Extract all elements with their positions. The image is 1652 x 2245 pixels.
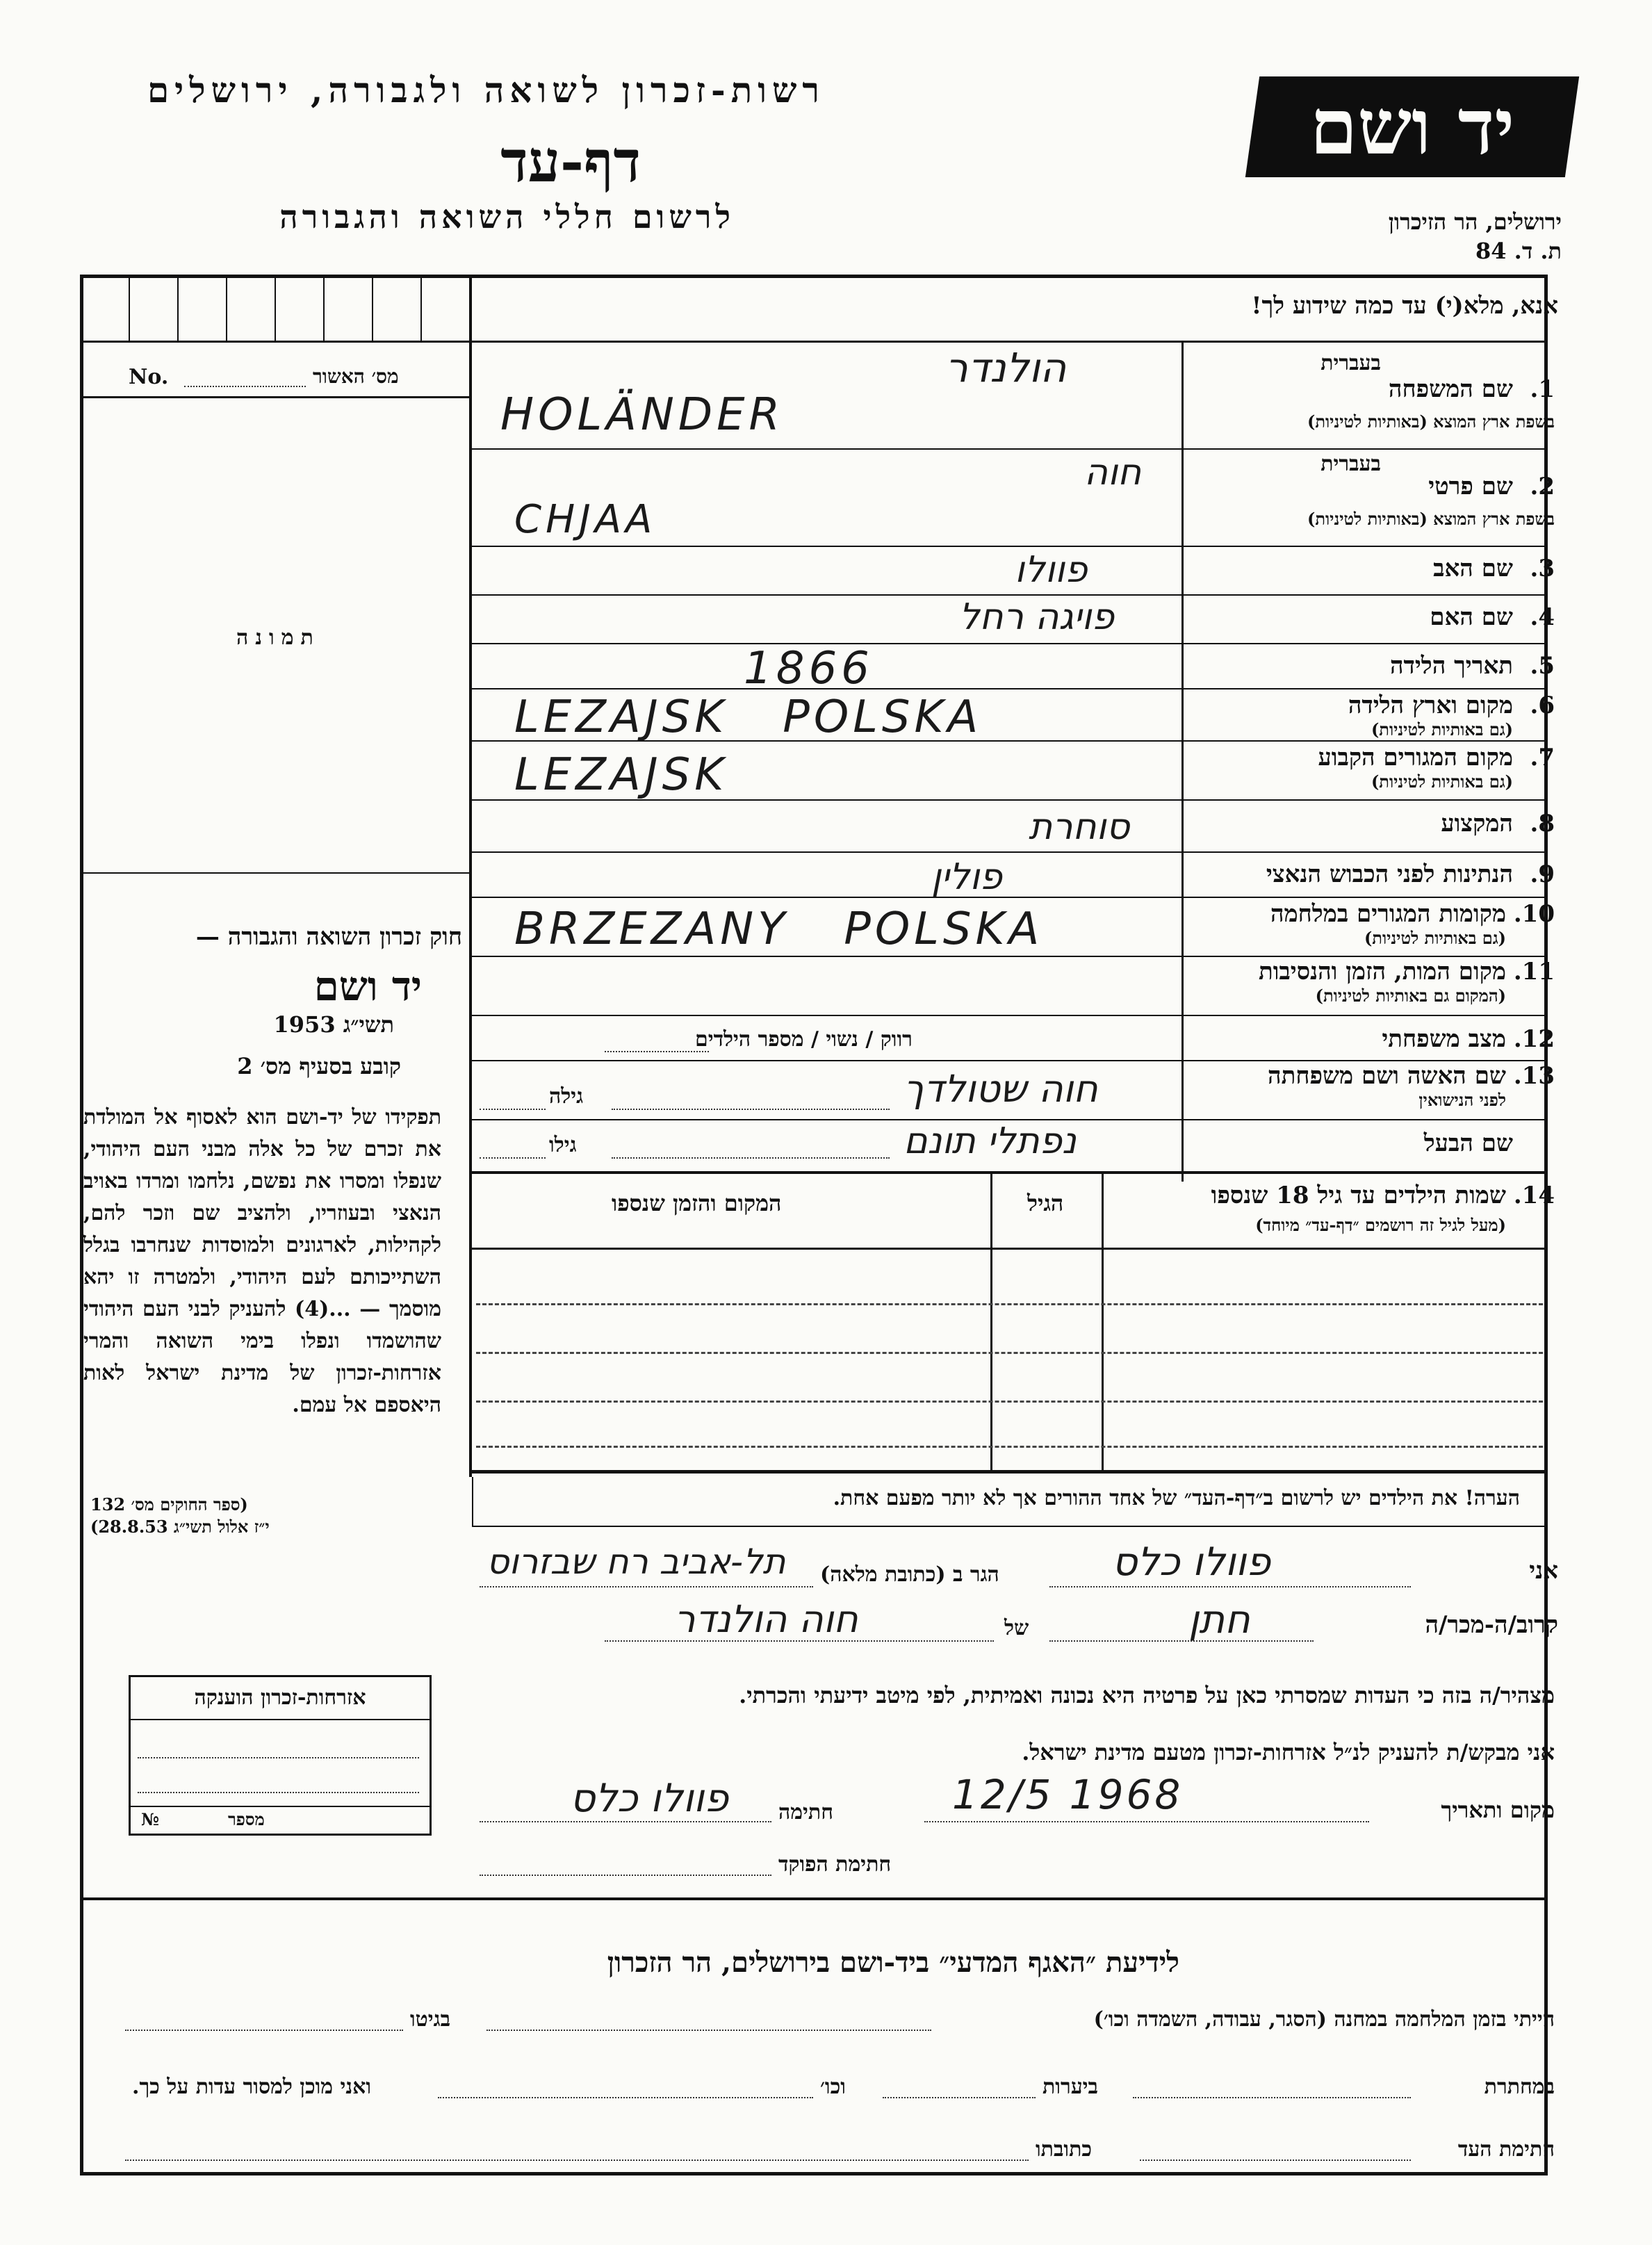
field-11-label: מקום המות, הזמן והנסיבות (1258, 958, 1506, 986)
field-12-label: מצב משפחתי (1382, 1025, 1506, 1053)
law-clause: קובע בסעיף מס׳ 2 (237, 1053, 401, 1079)
field-13-sub: לפני הנישואין (1418, 1090, 1506, 1110)
field-2-label: שם פרטי (1428, 473, 1513, 500)
relation-value[interactable]: חתן (1188, 1597, 1250, 1642)
footer-address: כתובתו (1036, 2137, 1093, 2162)
photo-label: תמונה (236, 626, 320, 650)
field-2-hebrew-tag: בעברית (1320, 452, 1381, 476)
field-14-sub: (מעל לגיל זה רושמים ״דף-עד״ מיוחד) (1255, 1215, 1506, 1235)
children-row[interactable] (476, 1352, 1543, 1354)
field-11-number: 11. (1513, 958, 1555, 986)
footer-witness-signature-field[interactable] (1140, 2160, 1411, 2161)
children-row[interactable] (476, 1401, 1543, 1403)
field-7-label: מקום המגורים הקבוע (1318, 744, 1513, 772)
field-3-number: 3. (1530, 555, 1555, 582)
place-date-label: מקום ותאריך (1441, 1797, 1555, 1823)
field-13-number: 13. (1513, 1062, 1555, 1090)
of-label: של (1004, 1616, 1029, 1640)
field-2-latin-value[interactable]: CHJAA (514, 497, 657, 542)
field-1-hebrew-tag: בעברית (1320, 351, 1381, 375)
address-line-2: ת. ד. 84 (1475, 238, 1562, 264)
signature-label: חתימה (778, 1800, 833, 1824)
approval-no-field[interactable] (184, 386, 306, 387)
declarant-resides-label: הגר ב (כתובת מלאה) (820, 1562, 999, 1587)
officer-signature-field[interactable] (480, 1875, 771, 1876)
field-9-label: הנתינות לפני הכבוש הנאצי (1266, 860, 1513, 888)
declaration-text: מצהיר/ה בזה כי העדות שמסרתי כאן על פרטיה היא נכונה ואמיתית, לפי מיטב ידיעתי והכרתי. (739, 1682, 1555, 1708)
field-1-hebrew-value[interactable]: הולנדר (945, 344, 1067, 391)
field-14-label: שמות הילדים עד גיל 18 שנספו (1211, 1182, 1506, 1209)
field-12-number: 12. (1513, 1025, 1555, 1053)
signature-value[interactable]: פוולו כלס (570, 1776, 729, 1821)
field-1-number: 1. (1530, 375, 1555, 403)
form-title: דף-עד (500, 129, 641, 195)
instruction: אנא, מלא(י) עד כמה שידוע לך! (1251, 292, 1558, 320)
date-value[interactable]: 12/5 1968 (952, 1771, 1184, 1818)
footer-address-field[interactable] (125, 2160, 1029, 2161)
field-6-value[interactable]: LEZAJSK POLSKA (514, 692, 983, 743)
law-ref-1: (ספר החוקים מס׳ 132 (90, 1494, 248, 1515)
husband-age-field[interactable] (480, 1157, 546, 1159)
law-title: חוק זכרון השואה והגבורה — (195, 923, 462, 951)
children-row[interactable] (476, 1446, 1543, 1448)
field-7-sub: (גם באותיות לטיניות) (1371, 772, 1513, 792)
husband-age-label: גילו (549, 1133, 577, 1157)
field-5-value[interactable]: 1866 (744, 643, 874, 694)
form-subtitle: לרשום חללי השואה והגבורה (279, 198, 735, 236)
footer-ready: ואני מוכן למסור עדות על כך. (132, 2075, 372, 2099)
field-9-value[interactable]: פולין (931, 856, 1002, 898)
field-1-label: שם המשפחה (1388, 375, 1513, 403)
husband-label: שם הבעל (1423, 1129, 1513, 1157)
footer-ghetto-field[interactable] (125, 2030, 403, 2031)
children-col-age: הגיל (1027, 1190, 1064, 1216)
footer-witness-signature: חתימת העד (1457, 2137, 1555, 2162)
field-8-number: 8. (1530, 810, 1555, 838)
law-name: יד ושם (313, 963, 422, 1010)
honor-box (129, 1675, 432, 1836)
field-1-sub: בשפת ארץ המוצא (באותיות לטיניות) (1307, 411, 1555, 432)
field-13-value[interactable]: חוה שטולדך (903, 1067, 1098, 1111)
field-6-label: מקום וארץ הלידה (1348, 692, 1513, 719)
declarant-ani: אני (1529, 1557, 1558, 1585)
field-2-hebrew-value[interactable]: חוה (1084, 452, 1142, 493)
approval-heb-label: מס׳ האשור (313, 365, 399, 388)
officer-signature-label: חתימת הפוקד (778, 1852, 892, 1877)
declarant-address-value[interactable]: תל-אביב רח שבזרוס (486, 1542, 786, 1582)
field-8-label: המקצוע (1441, 810, 1513, 838)
field-2-number: 2. (1530, 473, 1555, 500)
approval-no-label: No. (129, 365, 169, 389)
field-10-value[interactable]: BRZEZANY POLSKA (514, 904, 1044, 955)
field-5-number: 5. (1530, 652, 1555, 680)
footer-forests-field[interactable] (883, 2097, 1036, 2098)
field-12-options[interactable]: רווק / נשוי / מספר הילדים (695, 1027, 913, 1052)
footer-ghetto: בגיטו (410, 2007, 451, 2032)
field-1-latin-value[interactable]: HOLÄNDER (500, 389, 784, 441)
footer-line-1: הייתי בזמן המלחמה במחנה (הסגר, עבודה, השמדה וכו׳) (1093, 2007, 1555, 2032)
field-4-label: שם האם (1430, 603, 1513, 631)
children-col-place: המקום והזמן שנספו (612, 1190, 782, 1216)
field-14-number: 14. (1513, 1182, 1555, 1209)
footer-underground: במחתרת (1484, 2075, 1555, 2099)
field-4-number: 4. (1530, 603, 1555, 631)
honor-box-title: אזרחות-זכרון הוענקה (194, 1685, 366, 1710)
field-3-label: שם האב (1433, 555, 1513, 582)
field-5-label: תאריך הלידה (1389, 652, 1513, 680)
declarant-name-value[interactable]: פוולו כלס (1112, 1540, 1271, 1585)
field-2-sub: בשפת ארץ המוצא (באותיות לטיניות) (1307, 509, 1555, 529)
footer-underground-field[interactable] (1133, 2097, 1411, 2098)
husband-value[interactable]: נפתלי תונם (903, 1120, 1077, 1162)
honor-box-number-label: מספר (228, 1809, 265, 1829)
relation-label: קרוב/ה-מכר/ה (1425, 1611, 1558, 1639)
field-4-value[interactable]: פויגה רחל (959, 596, 1115, 638)
of-value[interactable]: חוה הולנדר (674, 1597, 858, 1641)
field-11-sub: (המקום גם באותיות לטיניות) (1315, 986, 1506, 1006)
field-7-number: 7. (1530, 744, 1555, 772)
wife-age-label: גילה (549, 1084, 584, 1109)
field-6-sub: (גם באותיות לטיניות) (1371, 719, 1513, 740)
note: הערה! את הילדים יש לרשום ב״דף-העד״ של אחד ההורים אך לא יותר מפעם אחת. (833, 1486, 1520, 1510)
field-10-label: מקומות המגורים במלחמה (1270, 900, 1506, 928)
field-10-sub: (גם באותיות לטיניות) (1364, 928, 1506, 948)
honor-box-no: № (141, 1809, 160, 1829)
field-13-label: שם האשה ושם משפחתה (1268, 1062, 1506, 1090)
law-year: תשי״ג 1953 (273, 1011, 394, 1038)
wife-age-field[interactable] (480, 1109, 546, 1110)
field-9-number: 9. (1530, 860, 1555, 888)
field-7-value[interactable]: LEZAJSK (514, 749, 728, 801)
field-3-value[interactable]: פוולו (1015, 549, 1088, 591)
authority-title: רשות-זכרון לשואה ולגבורה, ירושלים (147, 70, 825, 111)
law-body: תפקידו של יד-ושם הוא לאסוף אל המולדת את זכרם של כל אלה מבני העם היהודי, שנפלו ומסרו את נפשם, נלחמו ומרדו באויב הנאצי ובעוזריו, ולהציב שם וזכר להם, לקהילות, לארגונים ולמוסדות שנחרבו בגלל השתייכותם לעם היהודי, ולמטרה זו יהא מוסמך — ...(4) להעניק לבני העם היהודי שהושמדו ונפלו בימי השואה והמרי אזרחות-זכרון של מדינת ישראל לאות היאספם אל עמם. (83, 1105, 441, 1417)
field-10-number: 10. (1513, 900, 1555, 928)
law-ref-2: י״ז אלול תשי״ג 28.8.53) (90, 1517, 270, 1537)
children-row[interactable] (476, 1303, 1543, 1305)
field-8-value[interactable]: סוחרת (1029, 806, 1130, 848)
logo-text: יד ושם (1309, 82, 1515, 172)
address-line-1: ירושלים, הר הזיכרון (1388, 209, 1562, 235)
footer-forests: ביערות (1042, 2075, 1099, 2099)
request-text: אני מבקש/ת להעניק לנ״ל אזרחות-זכרון מטעם מדינת ישראל. (1022, 1739, 1555, 1765)
field-6-number: 6. (1530, 692, 1555, 719)
footer-etc: וכו׳ (820, 2075, 846, 2099)
footer-title: לידיעת ״האגף המדעי״ ביד-ושם בירושלים, הר הזכרון (607, 1946, 1179, 1979)
yad-vashem-logo (1245, 76, 1579, 177)
